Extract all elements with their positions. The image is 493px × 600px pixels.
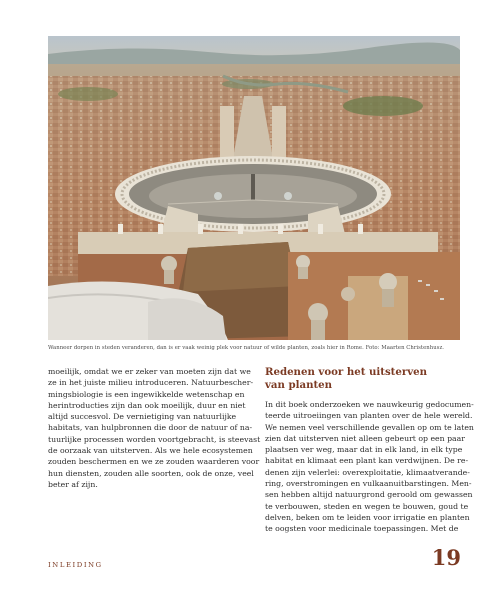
body-line: moeilijk, omdat we er zeker van moeten zijn dat we xyxy=(48,367,251,376)
heading-line: van planten xyxy=(265,379,333,391)
body-line: te verbouwen, steden en wegen te bouwen, goud te xyxy=(265,501,469,511)
body-line: sen hebben altijd natuurgrond geroold om gewassen xyxy=(265,490,473,500)
section-heading xyxy=(265,366,461,392)
body-line: hun diensten, zouden alle soorten, ook de onze, veel xyxy=(48,468,254,478)
body-line: plaatsen ver weg, maar dat in elk land, in elk type xyxy=(265,445,463,455)
body-line: denen zijn velerlei: overexploitatie, klimaatverande- xyxy=(265,467,470,477)
body-line: altijd succesvol. De vernietiging van natuurlijke xyxy=(48,412,237,422)
page-number: 19 xyxy=(431,545,461,570)
photo-illustration xyxy=(48,36,460,340)
running-footer-label: INLEIDING xyxy=(48,561,103,569)
body-line: beter af zijn. xyxy=(48,479,98,489)
body-line: ze in het juiste milieu introduceren. Natuurbescher- xyxy=(48,378,254,388)
body-line: In dit boek onderzoeken we nauwkeurig gedocumen- xyxy=(265,400,474,409)
heading-line: Redenen voor het uitsterven xyxy=(265,366,428,378)
photo-caption: Wanneer dorpen in steden veranderen, dan is er vaak weinig plek voor natuur of wilde planten, zoals hier in Rome. Foto: Maarten Christenhusz. xyxy=(48,345,445,351)
body-line: habitat en klimaat een plant kan verdwijnen. De re- xyxy=(265,456,469,466)
left-body-column xyxy=(48,366,261,490)
body-line: zien dat uitsterven niet alleen gebeurt op een paar xyxy=(265,433,465,443)
body-line: tuurlijke processen worden voortgebracht, is steevast xyxy=(48,434,261,444)
right-body-column xyxy=(265,366,474,535)
body-line: We nemen veel verschillende gevallen op om te laten xyxy=(265,422,474,432)
body-line: mingsbiologie is een ingewikkelde wetenschap en xyxy=(48,389,245,399)
body-line: herintroducties zijn dan ook moeilijk, duur en niet xyxy=(48,400,246,410)
body-line: delven, beken om te leiden voor irrigatie en planten xyxy=(265,512,470,522)
body-line: de oorzaak van uitsterven. Als we hele ecosystemen xyxy=(48,446,253,456)
body-line: te oogsten voor medicinale toepassingen. Met de xyxy=(265,524,459,534)
body-line: habitats, van hulpbronnen die door de natuur of na- xyxy=(48,423,253,433)
body-line: zouden beschermen en we ze zouden waarderen voor xyxy=(48,457,260,467)
body-line: teerde uitroeiingen van planten over de hele wereld. xyxy=(265,411,473,421)
body-line: ring, overstromingen en vulkaanuitbarstingen. Men- xyxy=(265,479,472,489)
rome-aerial-photo xyxy=(48,36,460,340)
